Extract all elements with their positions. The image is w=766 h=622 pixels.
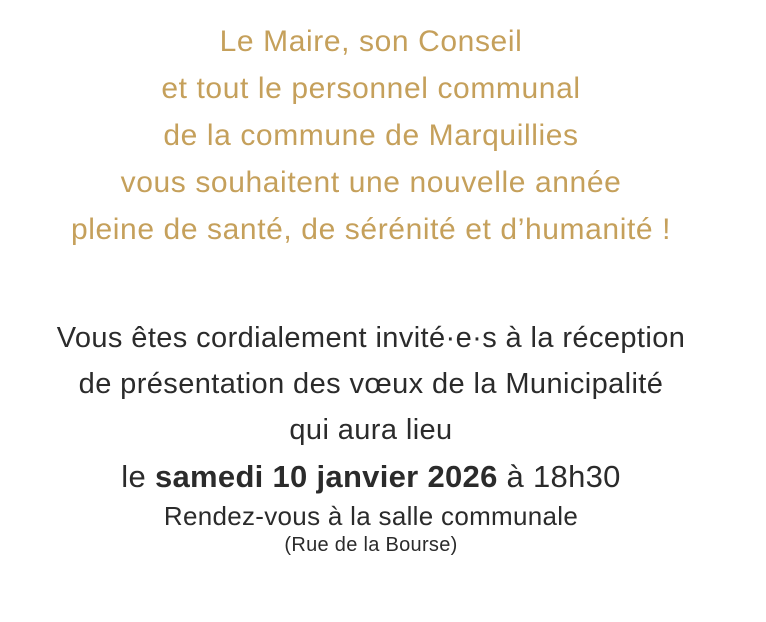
event-date-line bbox=[0, 453, 742, 500]
invitation-block bbox=[0, 315, 742, 453]
event-time: à 18h30 bbox=[497, 459, 621, 494]
venue-detail-line: (Rue de la Bourse) bbox=[284, 534, 458, 556]
greeting-line: et tout le personnel communal bbox=[161, 72, 581, 105]
greeting-line: vous souhaitent une nouvelle année bbox=[120, 166, 622, 199]
greeting-line: Le Maire, son Conseil bbox=[219, 25, 523, 58]
event-date-prefix: le bbox=[121, 459, 155, 494]
invitation-line: qui aura lieu bbox=[289, 414, 453, 446]
event-date: samedi 10 janvier 2026 bbox=[154, 459, 498, 494]
invitation-line: Vous êtes cordialement invité·e·s à la réception bbox=[56, 322, 686, 354]
venue-line: Rendez-vous à la salle communale bbox=[163, 501, 579, 531]
greeting-line: de la commune de Marquillies bbox=[163, 119, 579, 152]
invitation-line: de présentation des vœux de la Municipalité bbox=[78, 368, 664, 400]
greeting-line: pleine de santé, de sérénité et d’humanité ! bbox=[70, 213, 672, 246]
greeting-block bbox=[0, 18, 742, 253]
